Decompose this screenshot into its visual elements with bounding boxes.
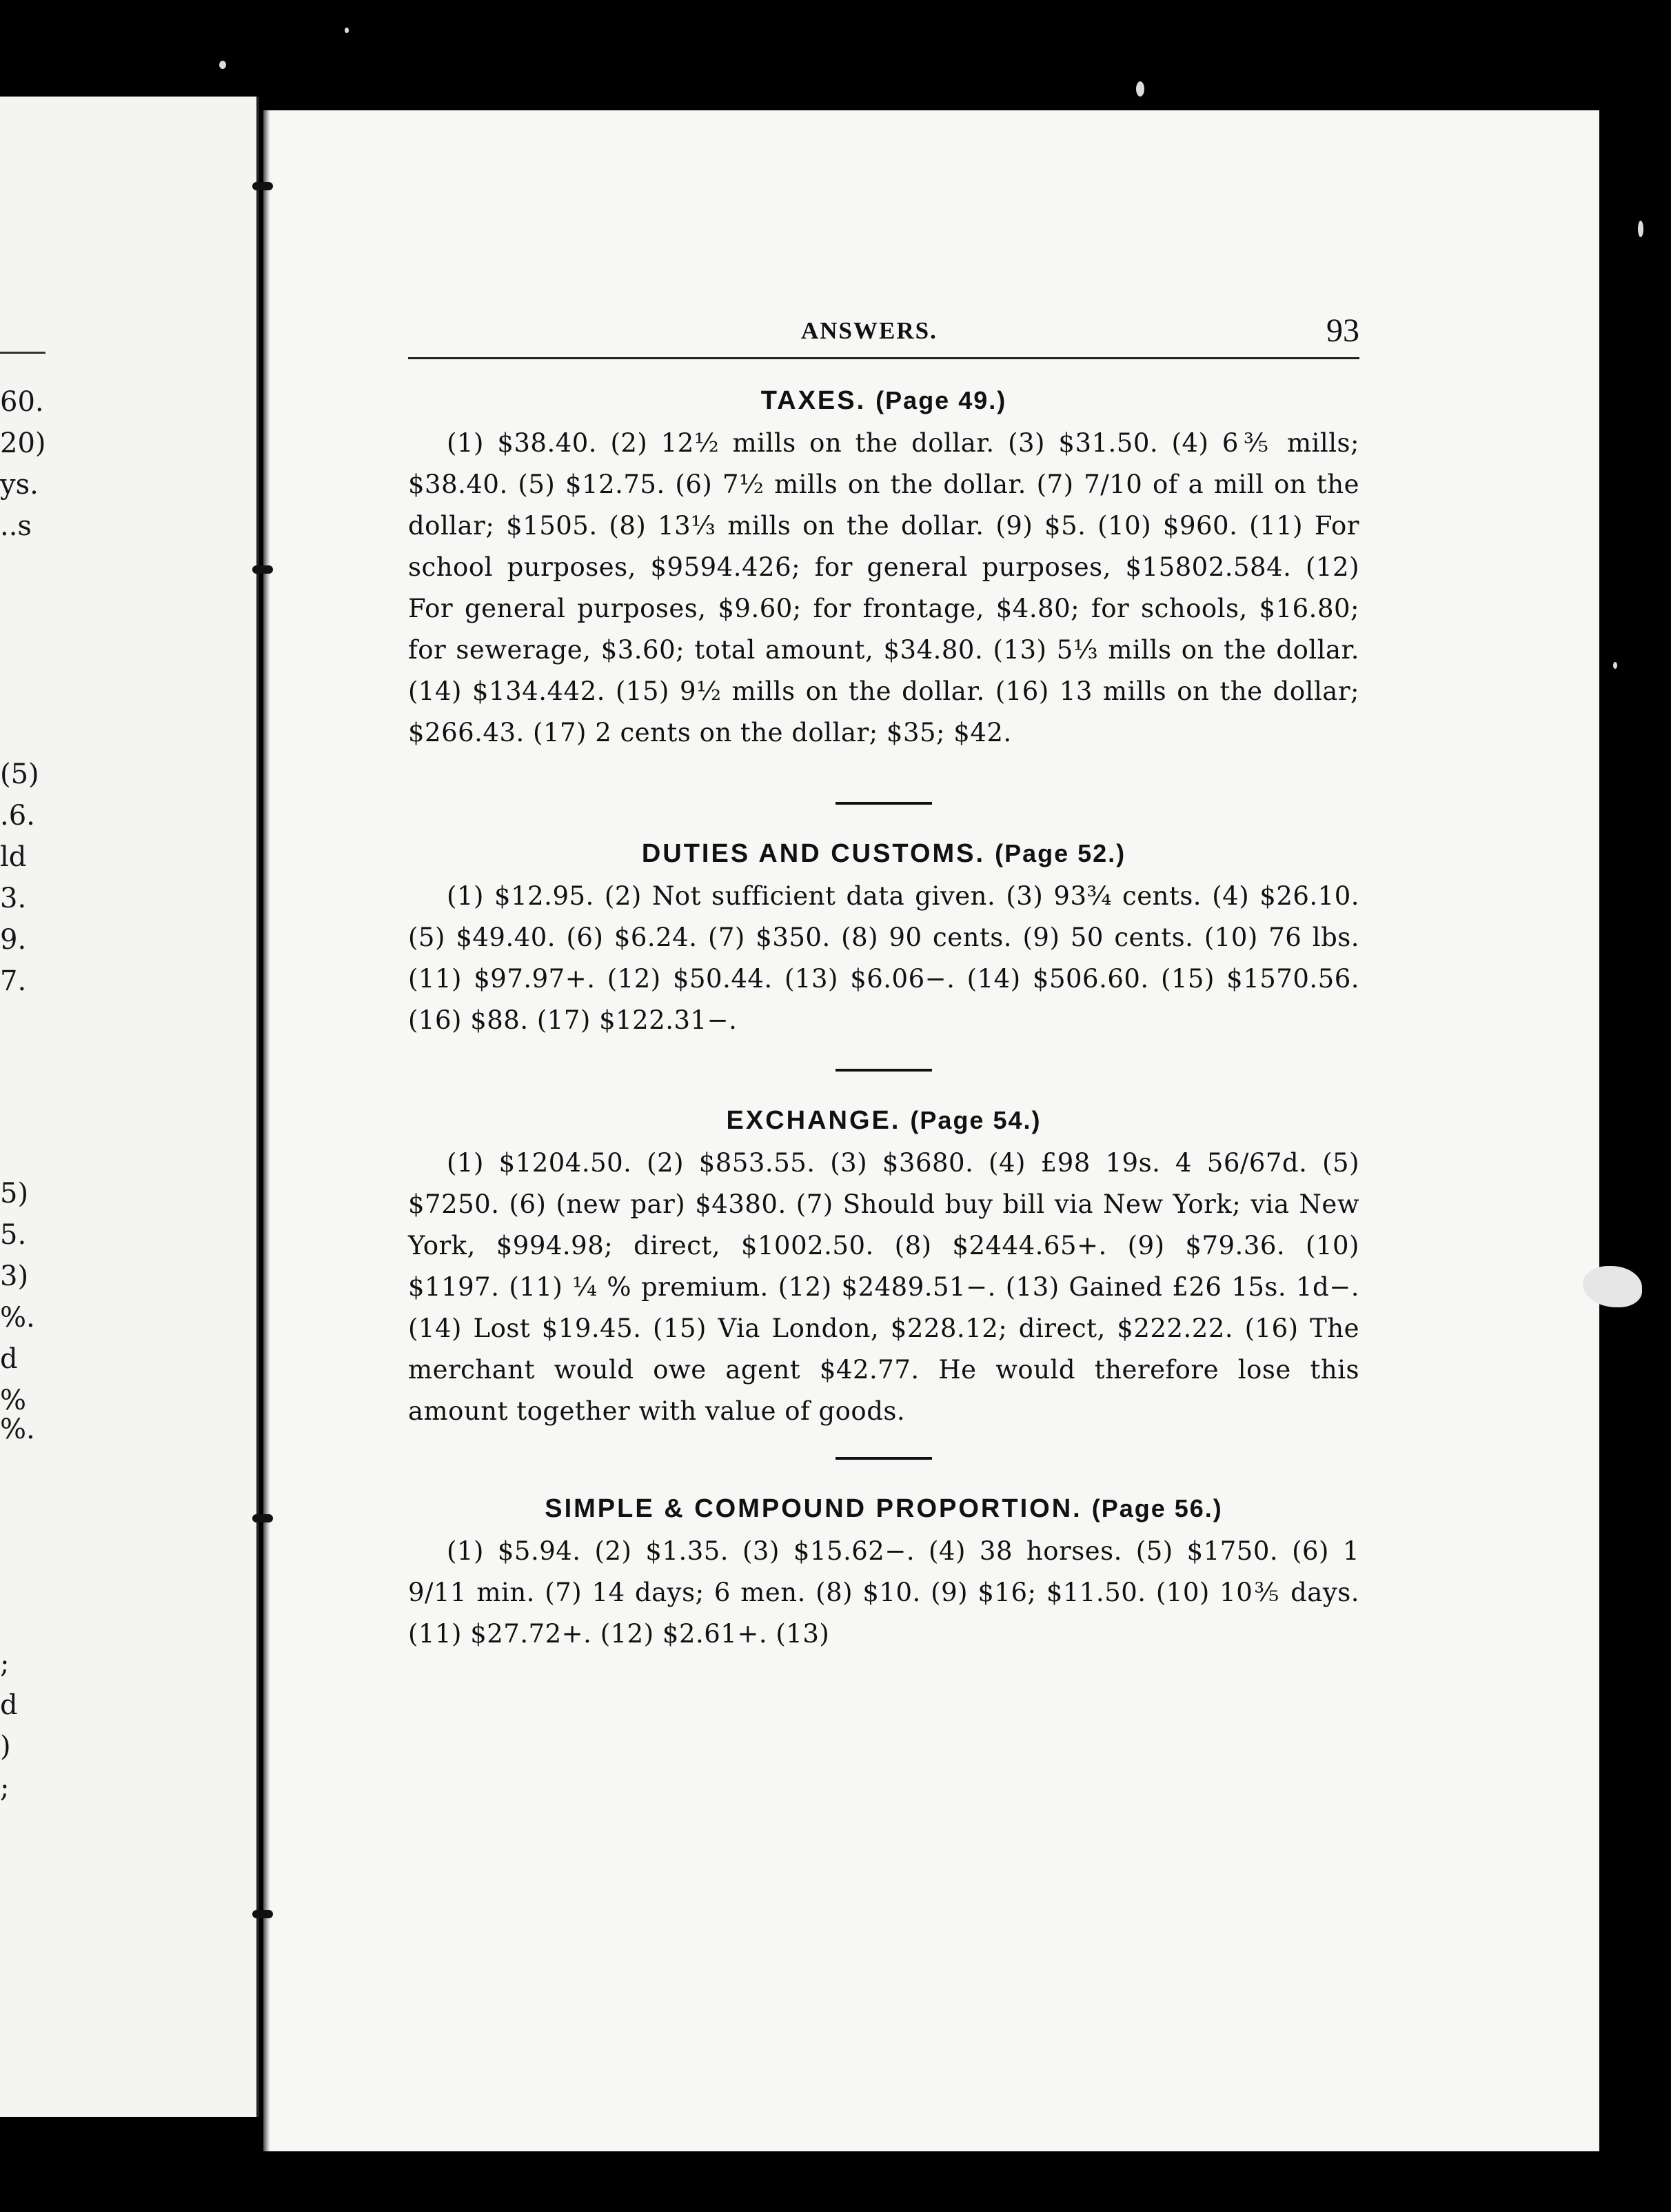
section-simple-and-compound-proportion (408, 1494, 1359, 1655)
section-divider (835, 1457, 932, 1460)
section-divider (835, 802, 932, 805)
facing-page-fragment: 5. (0, 1219, 27, 1251)
section-title: DUTIES AND CUSTOMS. (641, 839, 986, 868)
binding-gutter (263, 110, 270, 2151)
section-title: EXCHANGE. (726, 1106, 901, 1135)
facing-page-fragment: 20) (0, 428, 46, 459)
section-exchange (408, 1106, 1359, 1432)
background-speck (1638, 221, 1643, 237)
header-rule (408, 357, 1359, 359)
page-reference: (Page 52.) (995, 839, 1126, 867)
section-answers: (1) $38.40. (2) 12½ mills on the dollar. (3) $31.50. (4) 6⅗ mills; $38.40. (5) $12.75. (6) 7½ mills on the dollar. (7) 7/10 of a mill on the dollar; $1505. (8) 13⅓ mills on the dollar. (9) $5. (10) $960. (11) For school purposes, $9594.426; for general purposes, $15802.584. (12) For general purposes, $9.60; for frontage, $4.80; for schools, $16.80; for sewerage, $3.60; total amount, $34.80. (13) 5⅓ mills on the dollar. (14) $134.442. (15) 9½ mills on the dollar. (16) 13 mills on the dollar; $266.43. (17) 2 cents on the dollar; $35; $42. (408, 428, 1359, 747)
facing-page-fragment: 3. (0, 883, 27, 914)
facing-page-fragment: d (0, 1343, 18, 1375)
facing-page-rule (0, 352, 45, 354)
facing-page-fragment: ) (0, 1731, 11, 1762)
section-title: SIMPLE & COMPOUND PROPORTION. (545, 1494, 1082, 1523)
binding-stitch-mark (252, 182, 273, 190)
facing-page-fragment: %. (0, 1302, 35, 1334)
section-heading (408, 1494, 1359, 1524)
facing-page-fragment: 7. (0, 965, 27, 997)
facing-page-fragment: %. (0, 1414, 35, 1445)
background-speck (1613, 662, 1617, 669)
section-duties-and-customs (408, 839, 1359, 1041)
section-divider (835, 1069, 932, 1072)
section-answers: (1) $5.94. (2) $1.35. (3) $15.62−. (4) 38 horses. (5) $1750. (6) 1 9/11 min. (7) 14 days; 6 men. (8) $10. (9) $16; $11.50. (10) 10⅗ days. (11) $27.72+. (12) $2.61+. (13) (408, 1536, 1359, 1649)
page-reference: (Page 56.) (1091, 1494, 1223, 1522)
facing-page-fragment: 5) (0, 1178, 29, 1209)
facing-page-fragment: ys. (0, 469, 39, 501)
page-content (408, 312, 1359, 1655)
background-speck (1136, 81, 1144, 97)
facing-page-fragment: ld (0, 841, 27, 873)
binding-stitch-mark (252, 1910, 273, 1918)
running-head (408, 312, 1359, 360)
facing-page-fragment: ..s (0, 510, 32, 542)
facing-page-fragment: % (0, 1385, 27, 1416)
page-number: 93 (1326, 312, 1359, 349)
facing-page-fragment: d (0, 1689, 18, 1721)
section-heading (408, 839, 1359, 869)
section-taxes (408, 386, 1359, 754)
section-answers: (1) $1204.50. (2) $853.55. (3) $3680. (4) £98 19s. 4 56/67d. (5) $7250. (6) (new par) $4380. (7) Should buy bill via New York; via New York, $994.98; direct, $1002.50. (8) $2444.65+. (9) $79.36. (10) $1197. (11) ¼ % premium. (12) $2489.51−. (13) Gained £26 15s. 1d−. (14) Lost $19.45. (15) Via London, $228.12; direct, $222.22. (16) The merchant would owe agent $42.77. He would therefore lose this amount together with value of goods. (408, 1148, 1359, 1426)
facing-page-fragment: ; (0, 1772, 10, 1804)
background-speck (345, 28, 349, 33)
section-title: TAXES. (760, 386, 867, 415)
book-page (263, 110, 1599, 2151)
page-reference: (Page 49.) (875, 386, 1007, 414)
facing-page-fragment: 3) (0, 1260, 29, 1292)
section-heading (408, 386, 1359, 416)
section-answers: (1) $12.95. (2) Not sufficient data given. (3) 93¾ cents. (4) $26.10. (5) $49.40. (6) $6.24. (7) $350. (8) 90 cents. (9) 50 cents. (10) 76 lbs. (11) $97.97+. (12) $50.44. (13) $6.06−. (14) $506.60. (15) $1570.56. (16) $88. (17) $122.31−. (408, 881, 1359, 1035)
binding-stitch-mark (252, 1514, 273, 1522)
facing-page-fragment: (5) (0, 758, 39, 790)
facing-page-fragment: 9. (0, 924, 27, 956)
background-speck (219, 61, 226, 69)
page-reference: (Page 54.) (910, 1106, 1042, 1134)
facing-page-fragment: .6. (0, 800, 35, 832)
facing-page-fragment: ; (0, 1648, 10, 1680)
binding-stitch-mark (252, 565, 273, 574)
facing-page (0, 97, 259, 2117)
facing-page-fragment: 60. (0, 386, 44, 418)
running-title: ANSWERS. (801, 317, 938, 344)
section-heading (408, 1106, 1359, 1136)
